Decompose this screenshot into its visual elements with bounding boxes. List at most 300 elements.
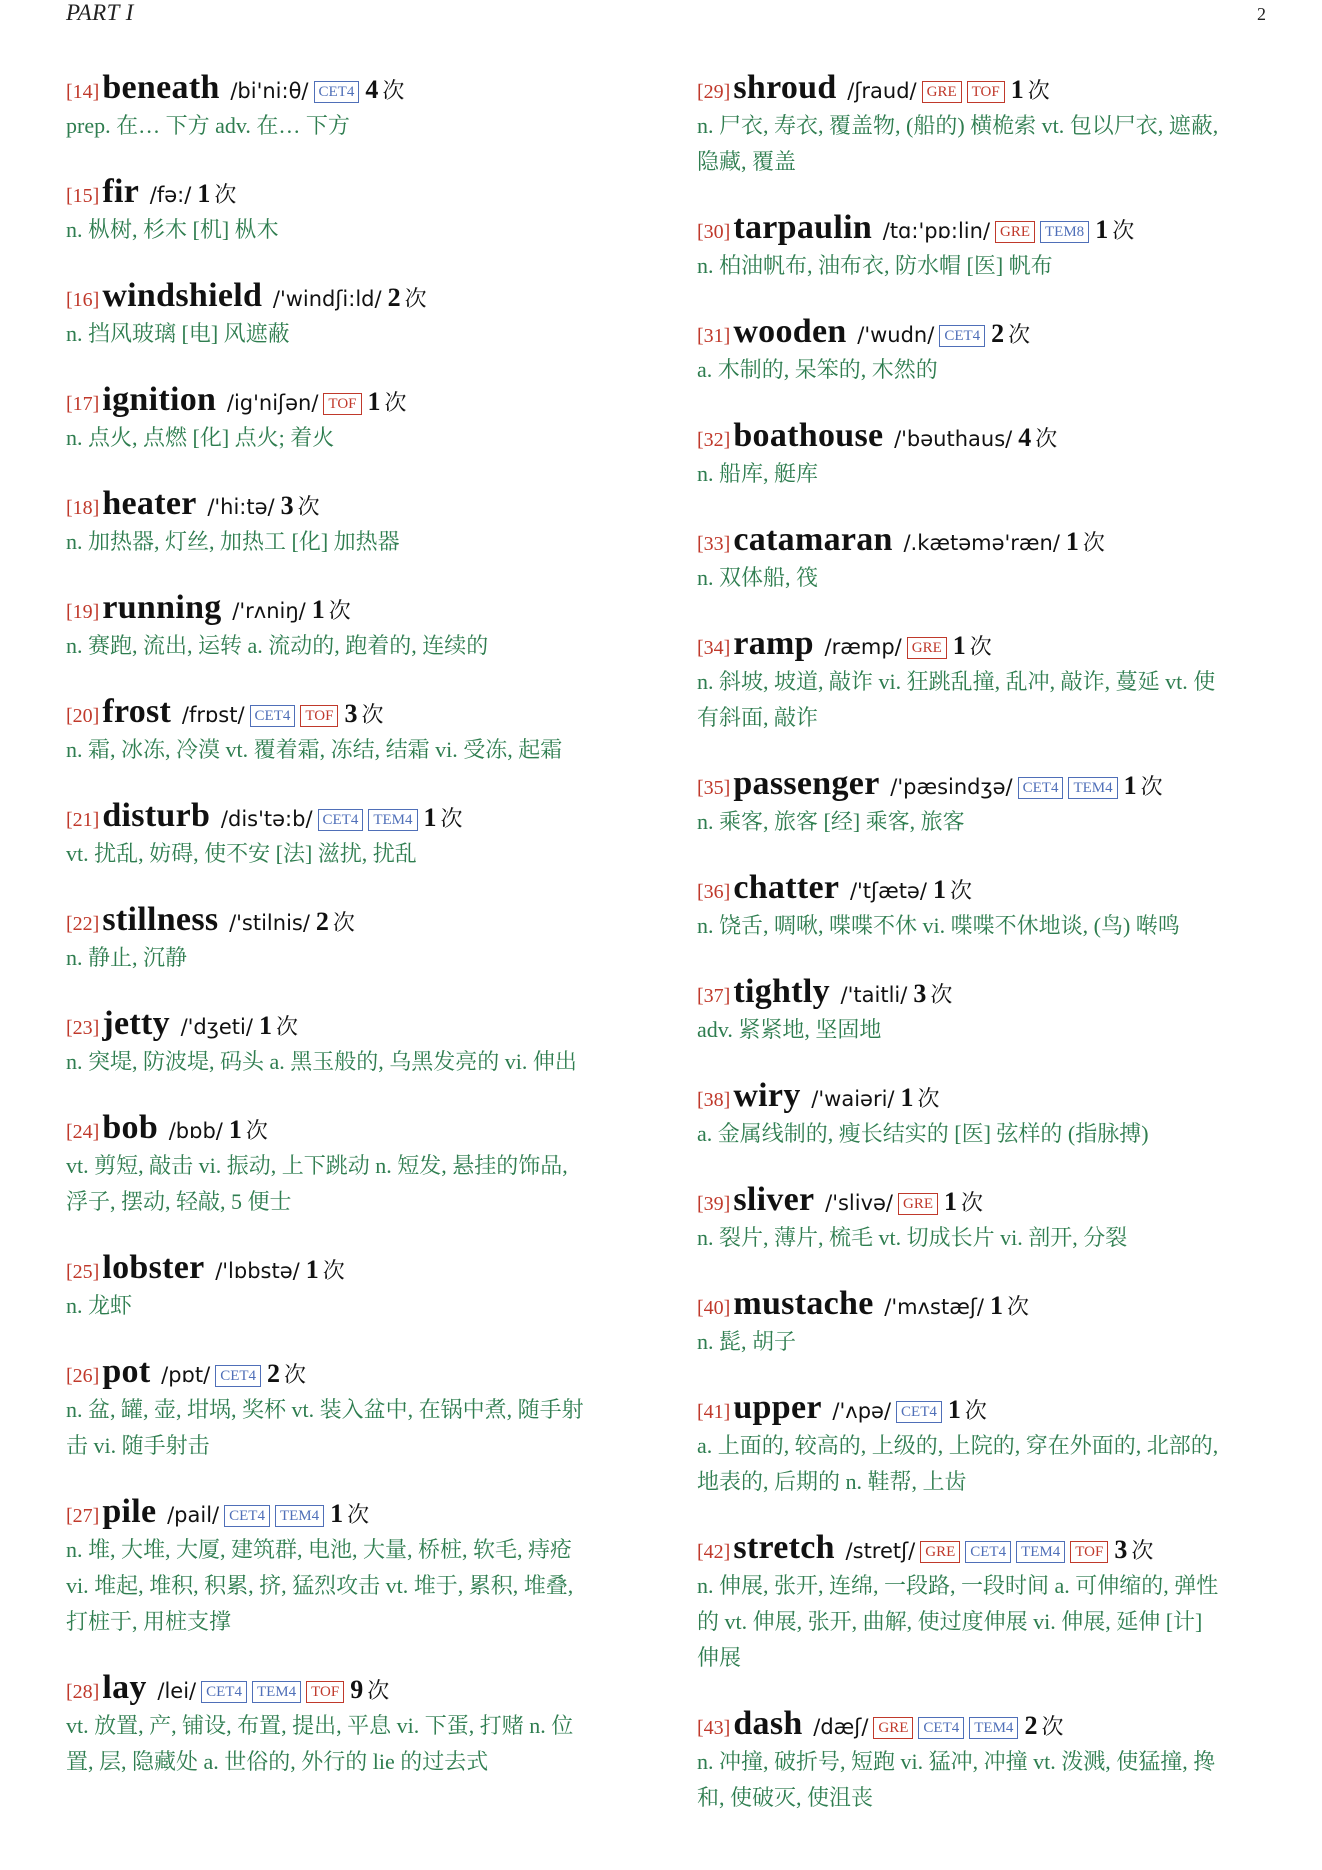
definition-line: adv. 紧紧地, 坚固地 [697,1017,882,1042]
entry-index: [21] [66,809,100,831]
frequency-unit: 次 [1008,322,1031,347]
definition [66,628,642,664]
pronunciation: /bɒb/ [162,1119,223,1143]
frequency-unit: 次 [1140,774,1163,799]
frequency [350,1675,390,1704]
frequency-count: 1 [228,1115,242,1144]
pronunciation: /'ʌpə/ [825,1399,892,1423]
definition-line: 的 vt. 伸展, 张开, 曲解, 使过度伸展 vi. 伸展, 延伸 [计] [697,1609,1203,1634]
frequency-unit: 次 [917,1086,940,1111]
exam-tag: CET4 [215,1365,261,1387]
entry-headline [66,1250,642,1286]
frequency [315,907,355,936]
headword: heater [102,485,197,522]
definition-line: n. 龙虾 [66,1293,133,1318]
entry-headline [66,70,642,106]
definition [697,108,1273,180]
frequency-count: 1 [1123,771,1137,800]
frequency-count: 2 [315,907,329,936]
dictionary-entry [66,70,642,144]
frequency-unit: 次 [964,1398,987,1423]
exam-tag: CET4 [250,705,296,727]
definition [697,1324,1273,1360]
definition [66,732,642,768]
definition [697,1116,1273,1152]
entry-headline [66,486,642,522]
entry-index: [30] [697,221,731,243]
definition [66,1532,642,1640]
definition-line: n. 突堤, 防波堤, 码头 a. 黑玉般的, 乌黑发亮的 vi. 伸出 [66,1049,577,1074]
headword: passenger [733,765,880,802]
headword: wooden [733,313,847,350]
headword: jetty [102,1005,170,1042]
frequency-count: 4 [1018,423,1032,452]
pronunciation: /frɒst/ [175,703,245,727]
definition [697,1220,1273,1256]
frequency [330,1499,370,1528]
pronunciation: /'waiəri/ [804,1087,895,1111]
exam-tag: CET4 [201,1681,247,1703]
frequency-count: 2 [387,283,401,312]
definition-line: n. 冲撞, 破折号, 短跑 vi. 猛冲, 冲撞 vt. 泼溅, 使猛撞, 搀 [697,1749,1216,1774]
frequency-unit: 次 [382,78,405,103]
definition-line: n. 静止, 沉静 [66,945,188,970]
dictionary-entry [66,1250,642,1324]
headword: fir [102,173,140,210]
definition-line: n. 枞树, 杉木 [机] 枞木 [66,217,279,242]
definition-line: 置, 层, 隐藏处 a. 世俗的, 外行的 lie 的过去式 [66,1749,489,1774]
dictionary-entry [66,1670,642,1780]
definition-line: n. 霜, 冰冻, 冷漠 vt. 覆着霜, 冻结, 结霜 vi. 受冻, 起霜 [66,737,563,762]
frequency [228,1115,268,1144]
exam-tag: GRE [922,81,962,103]
definition-line: n. 加热器, 灯丝, 加热工 [化] 加热器 [66,529,400,554]
definition-line: n. 裂片, 薄片, 梳毛 vt. 切成长片 vi. 剖开, 分裂 [697,1225,1128,1250]
definition [66,1044,642,1080]
frequency-unit: 次 [949,878,972,903]
entry-headline [697,70,1273,106]
entry-index: [37] [697,985,731,1007]
dictionary-entry [66,798,642,872]
headword: sliver [733,1181,815,1218]
dictionary-entry [697,1078,1273,1152]
frequency-count: 1 [258,1011,272,1040]
headword: tightly [733,973,830,1010]
frequency [1114,1535,1154,1564]
pronunciation: /dæʃ/ [806,1715,869,1739]
definition-line: 浮子, 摆动, 轻敲, 5 便士 [66,1189,292,1214]
dictionary-entry [697,1286,1273,1360]
entry-index: [19] [66,601,100,623]
headword: shroud [733,69,837,106]
frequency [258,1011,298,1040]
frequency-unit: 次 [297,494,320,519]
dictionary-entry [697,974,1273,1048]
definition-line: 隐藏, 覆盖 [697,149,797,174]
frequency [267,1359,307,1388]
frequency-unit: 次 [1006,1294,1029,1319]
exam-tag: GRE [995,221,1035,243]
entry-index: [29] [697,81,731,103]
entry-index: [25] [66,1261,100,1283]
frequency-count: 3 [913,979,927,1008]
frequency-unit: 次 [1035,426,1058,451]
frequency [344,699,384,728]
frequency-count: 1 [1095,215,1109,244]
exam-tag: TOF [306,1681,344,1703]
frequency [387,283,427,312]
entry-headline [66,590,642,626]
definition [66,1288,642,1324]
definition [66,524,642,560]
dictionary-entry [66,590,642,664]
entry-index: [15] [66,185,100,207]
definition-line: 打桩于, 用桩支撑 [66,1609,232,1634]
definition-line: n. 赛跑, 流出, 运转 a. 流动的, 跑着的, 连续的 [66,633,489,658]
definition-line: n. 盆, 罐, 壶, 坩埚, 奖杯 vt. 装入盆中, 在锅中煮, 随手射 [66,1397,584,1422]
dictionary-entry [66,1494,642,1640]
frequency-unit: 次 [367,1678,390,1703]
definition-line: 和, 使破灭, 使沮丧 [697,1785,874,1810]
dictionary-entry [697,1530,1273,1676]
pronunciation: /'slivə/ [818,1191,893,1215]
exam-tag: TEM4 [1068,777,1117,799]
definition [66,940,642,976]
frequency [913,979,953,1008]
entry-index: [23] [66,1017,100,1039]
exam-tag: TOF [300,705,338,727]
definition [697,1012,1273,1048]
headword: windshield [102,277,263,314]
entry-index: [42] [697,1541,731,1563]
frequency-count: 1 [197,179,211,208]
headword: lay [102,1669,147,1706]
frequency [1123,771,1163,800]
pronunciation: /'lɒbstə/ [208,1259,300,1283]
entry-index: [40] [697,1297,731,1319]
frequency-count: 2 [1024,1711,1038,1740]
frequency-count: 3 [344,699,358,728]
pronunciation: /'pæsindʒə/ [883,775,1013,799]
frequency [197,179,237,208]
pronunciation: /lei/ [150,1679,197,1703]
frequency-unit: 次 [961,1190,984,1215]
frequency [1024,1711,1064,1740]
frequency-count: 1 [330,1499,344,1528]
dictionary-entry [697,1706,1273,1816]
headword: frost [102,693,172,730]
frequency [423,803,463,832]
headword: tarpaulin [733,209,873,246]
dictionary-entry [66,1110,642,1220]
frequency [365,75,405,104]
definition-line: a. 金属线制的, 瘦长结实的 [医] 弦样的 (指脉搏) [697,1121,1149,1146]
definition [697,908,1273,944]
frequency-unit: 次 [347,1502,370,1527]
headword: lobster [102,1249,205,1286]
definition [66,836,642,872]
entry-headline [697,522,1273,558]
frequency-unit: 次 [322,1258,345,1283]
frequency-count: 1 [305,1255,319,1284]
frequency [1065,527,1105,556]
dictionary-entry [697,766,1273,840]
frequency [991,319,1031,348]
entry-index: [35] [697,777,731,799]
frequency-unit: 次 [1027,78,1050,103]
entry-index: [36] [697,881,731,903]
definition [66,316,642,352]
headword: catamaran [733,521,893,558]
pronunciation: /bi'ni:θ/ [223,79,309,103]
exam-tag: TOF [323,393,361,415]
entry-headline [66,1670,642,1706]
headword: stretch [733,1529,835,1566]
pronunciation: /'tʃætə/ [843,879,927,903]
exam-tag: CET4 [896,1401,942,1423]
entry-headline [66,1110,642,1146]
dictionary-entry [697,210,1273,284]
part-label: PART I [66,0,134,25]
pronunciation: /.kætəmə'ræn/ [896,531,1060,555]
definition [66,1392,642,1464]
exam-tag: GRE [873,1717,913,1739]
frequency-unit: 次 [1131,1538,1154,1563]
dictionary-entry [66,1354,642,1464]
entry-index: [39] [697,1193,731,1215]
definition-line: n. 船库, 艇库 [697,461,819,486]
exam-tag: TEM4 [368,809,417,831]
entry-index: [14] [66,81,100,103]
pronunciation: /'windʃi:ld/ [266,287,382,311]
headword: beneath [102,69,220,106]
pronunciation: /'mʌstæʃ/ [877,1295,984,1319]
definition [66,108,642,144]
definition-line: n. 髭, 胡子 [697,1329,797,1354]
definition-line: a. 木制的, 呆笨的, 木然的 [697,357,938,382]
dictionary-entry [66,486,642,560]
entry-index: [31] [697,325,731,347]
frequency [280,491,320,520]
exam-tag: TOF [967,81,1005,103]
pronunciation: /'dʒeti/ [173,1015,253,1039]
dictionary-entry [66,1006,642,1080]
entry-headline [66,382,642,418]
exam-tag: CET4 [939,325,985,347]
dictionary-entry [697,314,1273,388]
headword: wiry [733,1077,801,1114]
frequency [311,595,351,624]
entry-index: [16] [66,289,100,311]
entry-headline [66,902,642,938]
frequency-unit: 次 [245,1118,268,1143]
entry-index: [22] [66,913,100,935]
definition [697,1568,1273,1676]
frequency-count: 3 [1114,1535,1128,1564]
entry-headline [697,1182,1273,1218]
frequency-count: 3 [280,491,294,520]
frequency-count: 1 [1065,527,1079,556]
pronunciation: /'taitli/ [833,983,908,1007]
definition-line: vt. 剪短, 敲击 vi. 振动, 上下跳动 n. 短发, 悬挂的饰品, [66,1153,568,1178]
definition-line: vt. 放置, 产, 铺设, 布置, 提出, 平息 vi. 下蛋, 打赌 n. 位 [66,1713,574,1738]
definition-line: n. 双体船, 筏 [697,565,819,590]
entry-index: [34] [697,637,731,659]
entry-headline [697,1286,1273,1322]
headword: bob [102,1109,159,1146]
frequency-unit: 次 [214,182,237,207]
entry-headline [66,1354,642,1390]
frequency [989,1291,1029,1320]
entry-index: [18] [66,497,100,519]
frequency-unit: 次 [332,910,355,935]
entry-index: [20] [66,705,100,727]
pronunciation: /'stilnis/ [222,911,310,935]
running-header [66,0,1266,30]
dictionary-entry [697,522,1273,596]
frequency [900,1083,940,1112]
frequency [305,1255,345,1284]
definition [697,804,1273,840]
pronunciation: /pɒt/ [154,1363,211,1387]
entry-headline [66,1006,642,1042]
frequency-count: 2 [267,1359,281,1388]
definition [697,1744,1273,1816]
headword: running [102,589,222,626]
headword: chatter [733,869,840,906]
entry-index: [32] [697,429,731,451]
definition-line: 击 vi. 随手射击 [66,1433,210,1458]
exam-tag: TEM4 [1016,1541,1065,1563]
entry-headline [66,798,642,834]
frequency [947,1395,987,1424]
entry-index: [28] [66,1681,100,1703]
frequency-unit: 次 [930,982,953,1007]
dictionary-entry [66,382,642,456]
definition-line: vi. 堆起, 堆积, 积累, 挤, 猛烈攻击 vt. 堆于, 累积, 堆叠, [66,1573,574,1598]
frequency-count: 1 [952,631,966,660]
frequency-unit: 次 [1082,530,1105,555]
entry-index: [17] [66,393,100,415]
exam-tag: TOF [1070,1541,1108,1563]
entry-headline [697,870,1273,906]
exam-tag: GRE [920,1541,960,1563]
definition-line: n. 饶舌, 啁啾, 喋喋不休 vi. 喋喋不休地谈, (鸟) 啭鸣 [697,913,1180,938]
left-column [66,70,642,1810]
definition [697,352,1273,388]
dictionary-entry [66,902,642,976]
frequency [1018,423,1058,452]
entry-index: [24] [66,1121,100,1143]
definition [66,1148,642,1220]
entry-headline [697,626,1273,662]
definition [66,212,642,248]
definition-line: n. 柏油帆布, 油布衣, 防水帽 [医] 帆布 [697,253,1053,278]
frequency [367,387,407,416]
entry-headline [697,974,1273,1010]
exam-tag: CET4 [224,1505,270,1527]
headword: upper [733,1389,822,1426]
exam-tag: CET4 [918,1717,964,1739]
frequency-count: 1 [900,1083,914,1112]
definition [697,560,1273,596]
frequency [952,631,992,660]
frequency-count: 1 [944,1187,957,1216]
pronunciation: /stretʃ/ [838,1539,916,1563]
right-column [697,70,1273,1846]
frequency-unit: 次 [384,390,407,415]
entry-index: [43] [697,1717,731,1739]
definition-line: n. 尸衣, 寿衣, 覆盖物, (船的) 横桅索 vt. 包以尸衣, 遮蔽, [697,113,1219,138]
pronunciation: /ræmp/ [817,635,902,659]
definition-line: 地表的, 后期的 n. 鞋帮, 上齿 [697,1469,967,1494]
frequency-count: 4 [365,75,379,104]
definition-line: n. 伸展, 张开, 连绵, 一段路, 一段时间 a. 可伸缩的, 弹性 [697,1573,1219,1598]
frequency [944,1187,984,1216]
definition-line: 有斜面, 敲诈 [697,705,819,730]
exam-tag: CET4 [318,809,364,831]
page-number: 2 [1257,4,1266,24]
headword: dash [733,1705,803,1742]
pronunciation: /ʃraud/ [840,79,917,103]
frequency-count: 9 [350,1675,364,1704]
dictionary-entry [697,70,1273,180]
exam-tag: GRE [907,637,947,659]
pronunciation: /'bəuthaus/ [887,427,1013,451]
frequency-count: 1 [932,875,946,904]
dictionary-entry [697,626,1273,736]
definition [697,456,1273,492]
pronunciation: /dis'tə:b/ [214,807,313,831]
frequency-unit: 次 [969,634,992,659]
entry-headline [66,694,642,730]
exam-tag: TEM4 [252,1681,301,1703]
definition-line: 伸展 [697,1645,742,1670]
entry-headline [697,210,1273,246]
pronunciation: /'rʌniŋ/ [225,599,306,623]
frequency [1010,75,1050,104]
headword: stillness [102,901,219,938]
pronunciation: /tɑ:'pɒ:lin/ [876,219,991,243]
entry-index: [33] [697,533,731,555]
exam-tag: TEM8 [1040,221,1089,243]
definition-line: n. 堆, 大堆, 大厦, 建筑群, 电池, 大量, 桥桩, 软毛, 痔疮 [66,1537,573,1562]
definition [697,1428,1273,1500]
frequency-unit: 次 [361,702,384,727]
headword: ignition [102,381,217,418]
entry-headline [697,418,1273,454]
frequency-unit: 次 [404,286,427,311]
frequency-unit: 次 [328,598,351,623]
frequency-count: 1 [367,387,381,416]
frequency [932,875,972,904]
definition [66,1708,642,1780]
headword: boathouse [733,417,884,454]
exam-tag: CET4 [1018,777,1064,799]
pronunciation: /'wudn/ [850,323,935,347]
definition-line: n. 点火, 点燃 [化] 点火; 着火 [66,425,335,450]
frequency-count: 1 [423,803,437,832]
entry-index: [27] [66,1505,100,1527]
pronunciation: /fə:/ [143,183,192,207]
entry-headline [697,1390,1273,1426]
dictionary-entry [697,870,1273,944]
entry-headline [66,278,642,314]
headword: pile [102,1493,157,1530]
pronunciation: /ig'niʃən/ [220,391,319,415]
frequency-unit: 次 [1112,218,1135,243]
definition-line: prep. 在… 下方 adv. 在… 下方 [66,113,350,138]
